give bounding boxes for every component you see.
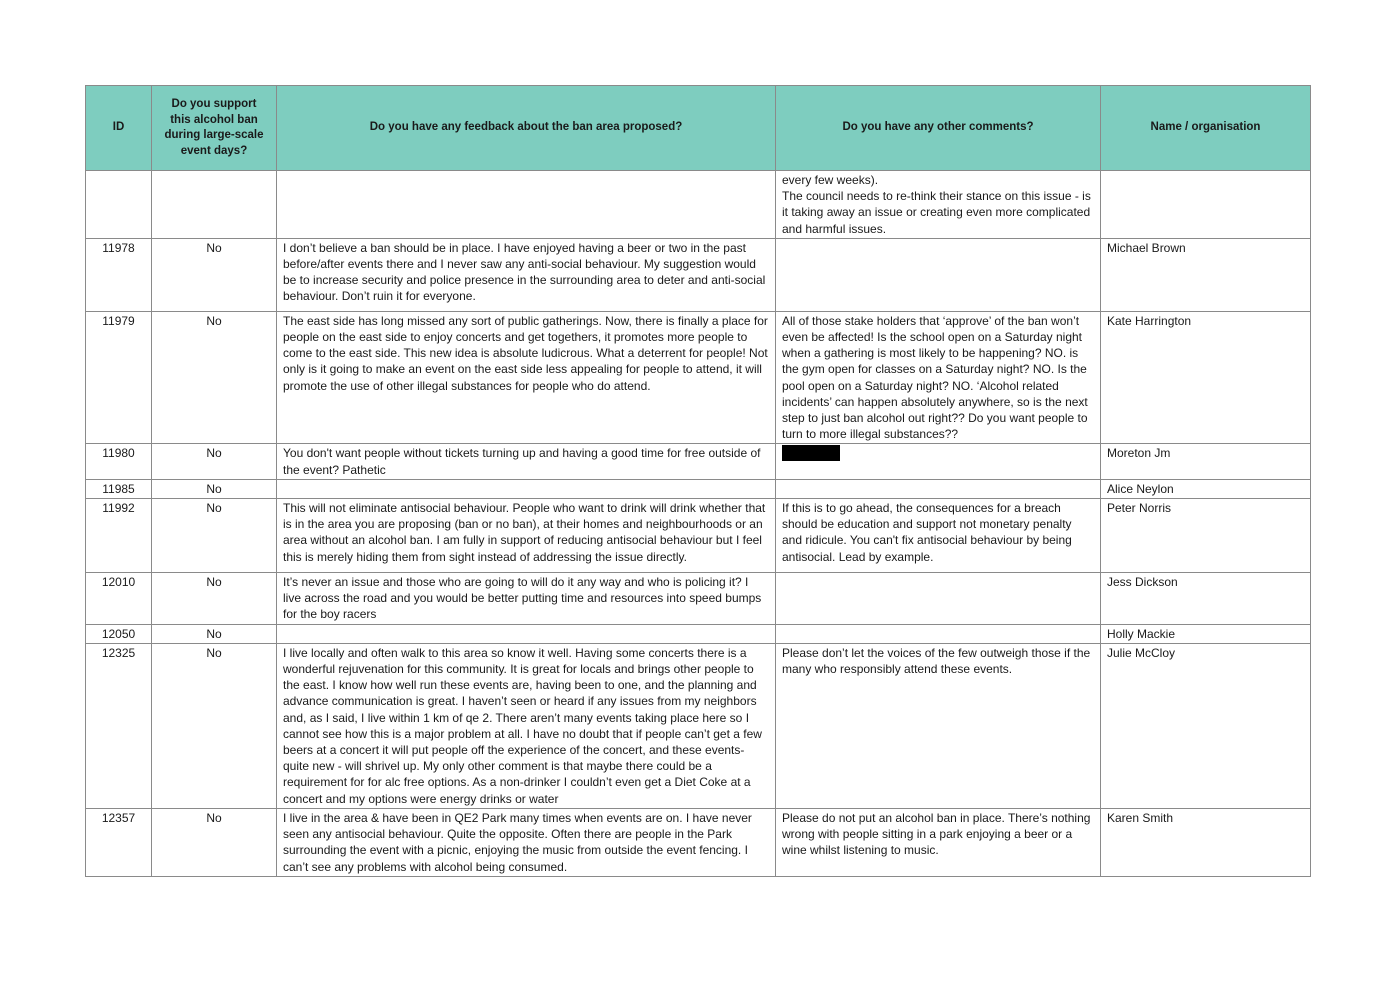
cell-feedback: I don’t believe a ban should be in place. I have enjoyed having a beer or two in the past before/after events there and I never saw any anti-social behaviour. My suggestion would be to increase security and police presence in the surrounding area to deter and anti-social behaviour. Don’t ruin it for everyone. bbox=[277, 238, 776, 311]
cell-feedback: It’s never an issue and those who are going to will do it any way and who is policing it? I live across the road and you would be better putting time and resources into speed bumps for the boy racers bbox=[277, 573, 776, 625]
cell-id: 11978 bbox=[86, 238, 152, 311]
cell-name: Jess Dickson bbox=[1101, 573, 1311, 625]
cell-comments: If this is to go ahead, the consequences for a breach should be education and support not monetary penalty and ridicule. You can't fix antisocial behaviour by being antisocial. Lead by example. bbox=[776, 499, 1101, 573]
cell-support: No bbox=[152, 311, 277, 444]
cell-comments: every few weeks). The council needs to re-think their stance on this issue - is it taking away an issue or creating even more complicated and harmful issues. bbox=[776, 171, 1101, 239]
cell-comments bbox=[776, 444, 1101, 479]
cell-id: 11992 bbox=[86, 499, 152, 573]
cell-id: 12357 bbox=[86, 808, 152, 876]
cell-support bbox=[152, 171, 277, 239]
cell-id: 11979 bbox=[86, 311, 152, 444]
table-row bbox=[86, 238, 1311, 311]
cell-feedback bbox=[277, 171, 776, 239]
cell-comments bbox=[776, 479, 1101, 498]
cell-feedback: You don't want people without tickets turning up and having a good time for free outside of the event? Pathetic bbox=[277, 444, 776, 479]
cell-comments bbox=[776, 238, 1101, 311]
cell-support: No bbox=[152, 573, 277, 625]
cell-feedback: I live in the area & have been in QE2 Park many times when events are on. I have never seen any antisocial behaviour. Quite the opposite. Often there are people in the Park surrounding the event with a picnic, enjoying the music from outside the event fencing. I can’t see any problems with alcohol being consumed. bbox=[277, 808, 776, 876]
cell-name: Julie McCloy bbox=[1101, 643, 1311, 808]
cell-id: 12325 bbox=[86, 643, 152, 808]
cell-comments bbox=[776, 624, 1101, 643]
header-row bbox=[86, 86, 1311, 171]
cell-support: No bbox=[152, 238, 277, 311]
cell-feedback bbox=[277, 479, 776, 498]
cell-id: 11980 bbox=[86, 444, 152, 479]
table-row bbox=[86, 643, 1311, 808]
cell-name: Kate Harrington bbox=[1101, 311, 1311, 444]
cell-support: No bbox=[152, 479, 277, 498]
cell-comments: All of those stake holders that ‘approve’ of the ban won’t even be affected! Is the school open on a Saturday night when a gathering is most likely to be happening? NO. is the gym open for classes on a Saturday night? NO. Is the pool open on a Saturday night? NO. ‘Alcohol related incidents’ can happen absolutely anywhere, so is the next step to just ban alcohol out right?? Do you want people to turn to more illegal substances?? bbox=[776, 311, 1101, 444]
cell-name: Michael Brown bbox=[1101, 238, 1311, 311]
redaction-block bbox=[782, 445, 840, 461]
cell-name bbox=[1101, 171, 1311, 239]
header-feedback: Do you have any feedback about the ban area proposed? bbox=[277, 86, 776, 171]
table-row bbox=[86, 171, 1311, 239]
table-row bbox=[86, 311, 1311, 444]
cell-feedback bbox=[277, 624, 776, 643]
cell-name: Moreton Jm bbox=[1101, 444, 1311, 479]
feedback-sheet bbox=[85, 85, 1310, 877]
cell-comments bbox=[776, 573, 1101, 625]
cell-id: 12010 bbox=[86, 573, 152, 625]
cell-name: Holly Mackie bbox=[1101, 624, 1311, 643]
cell-support: No bbox=[152, 643, 277, 808]
cell-feedback: This will not eliminate antisocial behaviour. People who want to drink will drink whether that is in the area you are proposing (ban or no ban), at their homes and neighbourhoods or an area without an alcohol ban. I am fully in support of reducing antisocial behaviour but I feel this is merely hiding them from sight instead of addressing the issue directly. bbox=[277, 499, 776, 573]
cell-support: No bbox=[152, 624, 277, 643]
header-id: ID bbox=[86, 86, 152, 171]
cell-feedback: I live locally and often walk to this area so know it well. Having some concerts there is a wonderful rejuvenation for this community. It is great for locals and brings other people to the east. I know how well run these events are, having been to one, and the planning and advance communication is great. I haven’t seen or heard if any issues from my neighbors and, as I said, I live within 1 km of qe 2. There aren’t many events taking place here so I cannot see how this is a major problem at all. I have no doubt that if people can’t get a few beers at a concert it will put people off the experience of the concert, and these events- quite new - will shrivel up. My only other comment is that maybe there could be a requirement for for alc free options. As a non-drinker I couldn’t even get a Diet Coke at a concert and my options were energy drinks or water bbox=[277, 643, 776, 808]
header-comments: Do you have any other comments? bbox=[776, 86, 1101, 171]
cell-name: Karen Smith bbox=[1101, 808, 1311, 876]
cell-feedback: The east side has long missed any sort of public gatherings. Now, there is finally a place for people on the east side to enjoy concerts and get togethers, it promotes more people to come to the east side. This new idea is absolute ludicrous. What a deterrent for people! Not only is it going to make an event on the east side less appealing for people to attend, it will promote the use of other illegal substances for people who do attend. bbox=[277, 311, 776, 444]
table-row bbox=[86, 808, 1311, 876]
cell-comments: Please do not put an alcohol ban in place. There’s nothing wrong with people sitting in a park enjoying a beer or a wine whilst listening to music. bbox=[776, 808, 1101, 876]
header-name: Name / organisation bbox=[1101, 86, 1311, 171]
cell-id bbox=[86, 171, 152, 239]
table-row bbox=[86, 573, 1311, 625]
table-row bbox=[86, 499, 1311, 573]
cell-id: 11985 bbox=[86, 479, 152, 498]
table-row bbox=[86, 444, 1311, 479]
cell-support: No bbox=[152, 444, 277, 479]
feedback-table bbox=[85, 85, 1311, 877]
cell-name: Peter Norris bbox=[1101, 499, 1311, 573]
table-row bbox=[86, 479, 1311, 498]
cell-comments: Please don’t let the voices of the few outweigh those if the many who responsibly attend these events. bbox=[776, 643, 1101, 808]
cell-name: Alice Neylon bbox=[1101, 479, 1311, 498]
cell-support: No bbox=[152, 808, 277, 876]
cell-support: No bbox=[152, 499, 277, 573]
table-row bbox=[86, 624, 1311, 643]
header-support: Do you support this alcohol ban during large-scale event days? bbox=[152, 86, 277, 171]
cell-id: 12050 bbox=[86, 624, 152, 643]
